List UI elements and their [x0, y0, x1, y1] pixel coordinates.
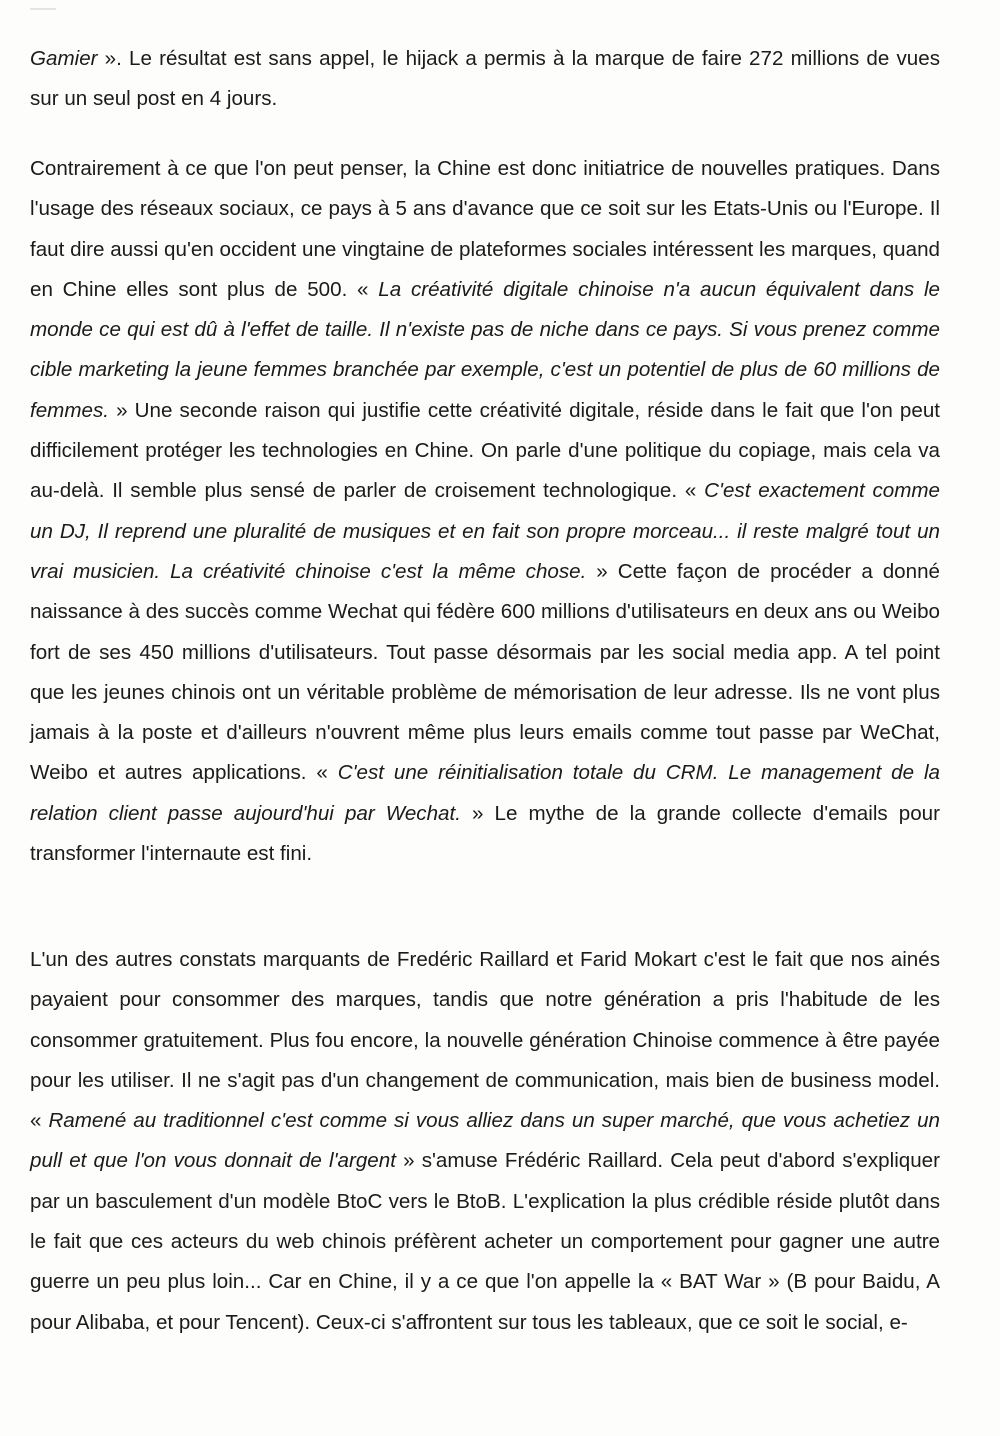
- paragraph-3-quote-1: Ramené au traditionnel c'est comme si vous alliez dans un super marché, que vous achetiez un pull et que l'on vous donnait de l'argent: [30, 1109, 940, 1173]
- paragraph-2-segment-2: » Une seconde raison qui justifie cette créativité digitale, réside dans le fait que l'on peut difficilement protéger les technologies en Chine. On parle d'une politique du copiage, mais cela va au-delà. Il semble plus sensé de parler de croisement technologique. «: [30, 398, 940, 503]
- paragraph-1-segment-0: Gamier: [30, 47, 98, 70]
- paragraph-1: [30, 39, 940, 120]
- paragraph-2-quote-2: C'est exactement comme un DJ, Il reprend une pluralité de musiques et en fait son propre morceau... il reste malgré tout un vrai musicien. La créativité chinoise c'est la même chose.: [30, 479, 940, 583]
- paragraph-3-segment-2: » s'amuse Frédéric Raillard. Cela peut d'abord s'expliquer par un basculement d'un modèle BtoC vers le BtoB. L'explication la plus crédible réside plutôt dans le fait que ces acteurs du web chinois préfèrent acheter un comportement pour gagner une autre guerre un peu plus loin... Car en Chine, il y a ce que l'on appelle la « BAT War » (B pour Baidu, A pour Alibaba, et pour Tencent). Ceux-ci s'affrontent sur tous les tableaux, que ce soit le social, e-: [30, 1149, 940, 1334]
- paragraph-2-quote-3: C'est une réinitialisation totale du CRM. Le management de la relation client passe aujourd'hui par Wechat.: [30, 761, 940, 825]
- paragraph-3-segment-0: L'un des autres constats marquants de Fredéric Raillard et Farid Mokart c'est le fait que nos ainés payaient pour consommer des marques, tandis que notre génération a pris l'habitude de les consommer gratuitement. Plus fou encore, la nouvelle génération Chinoise commence à être payée pour les utiliser. Il ne s'agit pas d'un changement de communication, mais bien de business model. «: [30, 948, 940, 1133]
- paragraph-2-segment-0: Contrairement à ce que l'on peut penser, la Chine est donc initiatrice de nouvelles pratiques. Dans l'usage des réseaux sociaux, ce pays à 5 ans d'avance que ce soit sur les Etats-Unis ou l'Europe. Il faut dire aussi qu'en occident une vingtaine de plateformes sociales intéressent les marques, quand en Chine elles sont plus de 500. «: [30, 157, 940, 301]
- paragraph-3: [30, 940, 940, 1343]
- paragraph-2: [30, 149, 940, 874]
- paragraph-2-segment-6: » Le mythe de la grande collecte d'emails pour transformer l'internaute est fini.: [30, 801, 940, 866]
- paragraph-2-segment-4: » Cette façon de procéder a donné naissance à des succès comme Wechat qui fédère 600 millions d'utilisateurs en deux ans ou Weibo fort de ses 450 millions d'utilisateurs. Tout passe désormais par les social media app. A tel point que les jeunes chinois ont un véritable problème de mémorisation de leur adresse. Ils ne vont plus jamais à la poste et d'ailleurs n'ouvrent même plus leurs emails comme tout passe par WeChat, Weibo et autres applications. «: [30, 559, 940, 785]
- scan-artifact: [30, 8, 56, 10]
- paragraph-2-quote-1: La créativité digitale chinoise n'a aucun équivalent dans le monde ce qui est dû à l'effet de taille. Il n'existe pas de niche dans ce pays. Si vous prenez comme cible marketing la jeune femmes branchée par exemple, c'est un potentiel de plus de 60 millions de femmes.: [30, 277, 940, 422]
- paragraph-1-segment-1: ». Le résultat est sans appel, le hijack a permis à la marque de faire 272 millions de vues sur un seul post en 4 jours.: [30, 47, 940, 111]
